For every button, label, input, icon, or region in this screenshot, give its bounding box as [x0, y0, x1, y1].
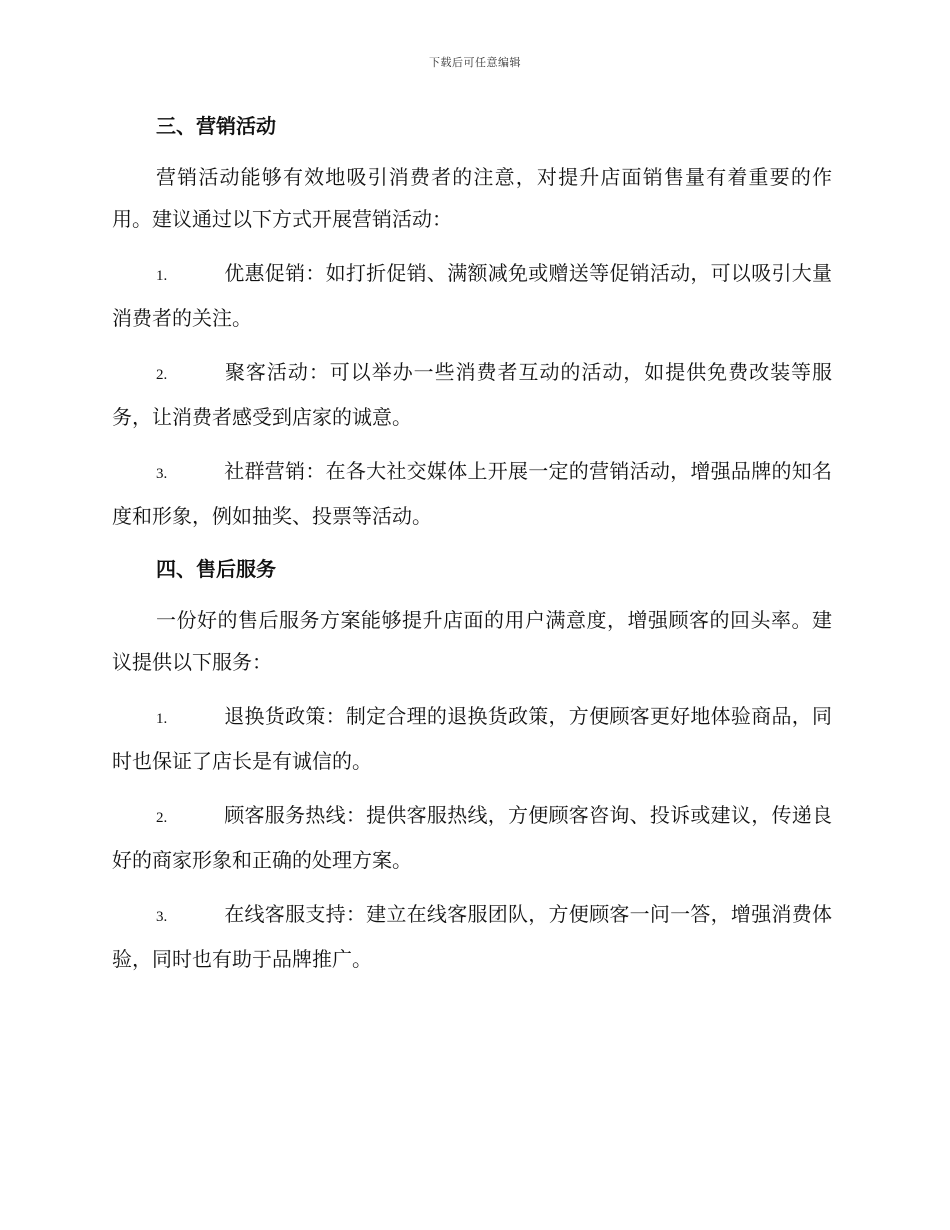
- list-item-text: 在线客服支持：建立在线客服团队，方便顾客一问一答，增强消费体验，同时也有助于品牌推广。: [112, 902, 832, 971]
- list-item-text: 社群营销：在各大社交媒体上开展一定的营销活动，增强品牌的知名度和形象，例如抽奖、投票等活动。: [112, 459, 832, 528]
- marketing-list: [112, 252, 832, 537]
- after-sales-list: [112, 695, 832, 980]
- list-item: [112, 794, 832, 881]
- section-title-marketing: 三、营销活动: [156, 114, 276, 138]
- section-intro-marketing: 营销活动能够有效地吸引消费者的注意，对提升店面销售量有着重要的作用。建议通过以下方式开展营销活动：: [112, 165, 832, 231]
- list-number: 2.: [156, 810, 168, 826]
- list-number: 2.: [156, 367, 168, 383]
- list-number: 1.: [156, 268, 168, 284]
- section-intro-after-sales: 一份好的售后服务方案能够提升店面的用户满意度，增强顾客的回头率。建议提供以下服务：: [112, 608, 832, 674]
- list-item-text: 顾客服务热线：提供客服热线，方便顾客咨询、投诉或建议，传递良好的商家形象和正确的处理方案。: [112, 803, 832, 872]
- list-number: 3.: [156, 466, 168, 482]
- list-item: [112, 893, 832, 980]
- list-item: [112, 695, 832, 782]
- list-item-text: 聚客活动：可以举办一些消费者互动的活动，如提供免费改装等服务，让消费者感受到店家的诚意。: [112, 360, 832, 429]
- list-item-text: 退换货政策：制定合理的退换货政策，方便顾客更好地体验商品，同时也保证了店长是有诚信的。: [112, 704, 832, 773]
- list-number: 3.: [156, 909, 168, 925]
- list-item-text: 优惠促销：如打折促销、满额减免或赠送等促销活动，可以吸引大量消费者的关注。: [112, 261, 832, 330]
- header-note: 下载后可任意编辑: [429, 56, 521, 69]
- document-body: [112, 106, 832, 992]
- section-title-after-sales: 四、售后服务: [156, 557, 276, 581]
- list-number: 1.: [156, 711, 168, 727]
- list-item: [112, 450, 832, 537]
- list-item: [112, 252, 832, 339]
- list-item: [112, 351, 832, 438]
